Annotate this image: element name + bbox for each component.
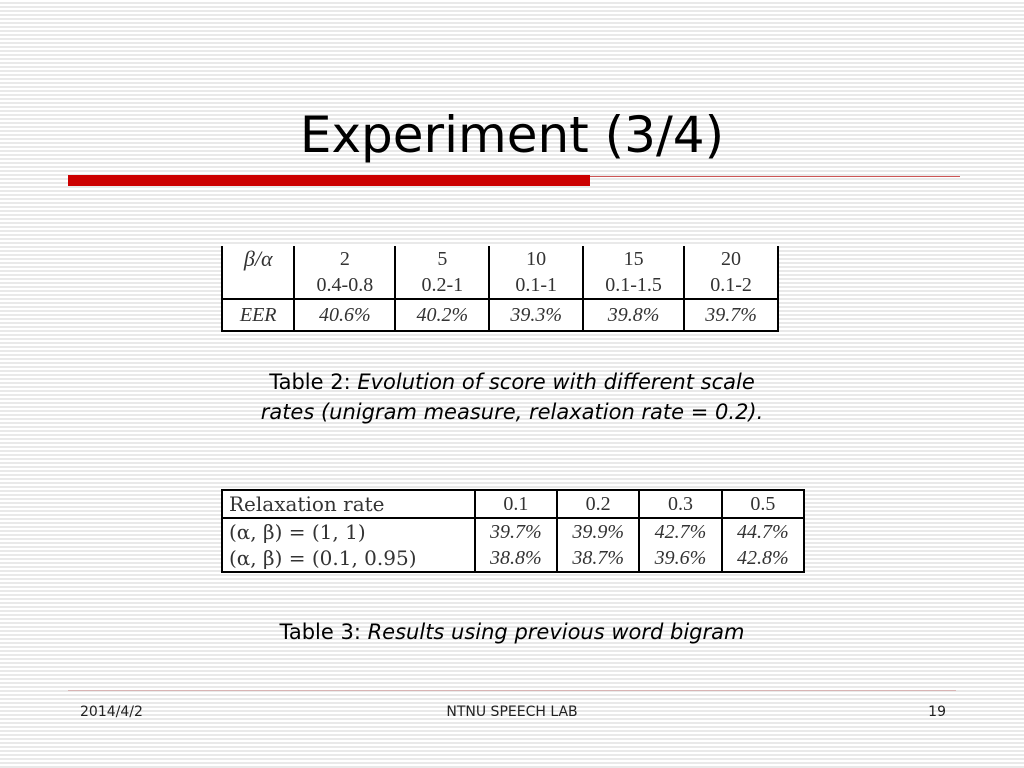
- table-cell: 42.7%: [639, 518, 721, 545]
- footer-date: 2014/4/2: [80, 704, 143, 720]
- caption-prefix: Table 3:: [279, 620, 368, 644]
- caption-text: Results using previous word bigram: [367, 620, 745, 644]
- table-cell: 39.7%: [475, 518, 557, 545]
- table-row: [222, 299, 778, 331]
- table-2: [221, 246, 779, 332]
- table-cell: 40.6%: [294, 299, 395, 331]
- table-header-cell: 0.1-1.5: [583, 272, 684, 299]
- table-row: [222, 518, 804, 545]
- title-underline-bar: [68, 175, 590, 186]
- table-row: [222, 545, 804, 572]
- table-empty-cell: [222, 272, 294, 299]
- table-header-cell: 0.2: [557, 490, 639, 518]
- slide-title: Experiment (3/4): [299, 106, 725, 164]
- table-header-cell: 10: [489, 246, 583, 272]
- table-header-cell: 2: [294, 246, 395, 272]
- table-cell: 39.7%: [684, 299, 778, 331]
- table-header-cell: 5: [395, 246, 489, 272]
- table-row: [222, 246, 778, 272]
- table-cell: 39.6%: [639, 545, 721, 572]
- table-header-cell: 0.3: [639, 490, 721, 518]
- caption-text: rates (unigram measure, relaxation rate = 0.2).: [260, 400, 764, 424]
- table-cell: 38.8%: [475, 545, 557, 572]
- footer-page-number: 19: [928, 704, 946, 720]
- caption-line: [0, 367, 1024, 397]
- caption-text: Evolution of score with different scale: [357, 370, 755, 394]
- table-corner-label: β/α: [222, 246, 294, 272]
- table-row: [222, 272, 778, 299]
- table-header-cell: 0.1: [475, 490, 557, 518]
- table-cell: 44.7%: [722, 518, 804, 545]
- table-header-cell: 0.5: [722, 490, 804, 518]
- table-row-label: (α, β) = (0.1, 0.95): [222, 545, 475, 572]
- table-cell: 39.8%: [583, 299, 684, 331]
- table-cell: 38.7%: [557, 545, 639, 572]
- table-header-label: Relaxation rate: [222, 490, 475, 518]
- table-header-cell: 0.1-1: [489, 272, 583, 299]
- table-row: [222, 490, 804, 518]
- table-3-caption: [0, 617, 1024, 647]
- table-cell: 39.9%: [557, 518, 639, 545]
- table-2-caption: [0, 367, 1024, 427]
- table-cell: 39.3%: [489, 299, 583, 331]
- table-header-cell: 0.2-1: [395, 272, 489, 299]
- table-cell: 42.8%: [722, 545, 804, 572]
- caption-prefix: Table 2:: [269, 370, 358, 394]
- table-3: [221, 489, 805, 573]
- table-row-label: EER: [222, 299, 294, 331]
- table-header-cell: 0.4-0.8: [294, 272, 395, 299]
- title-underline-thin: [590, 176, 960, 177]
- footer-lab-name: NTNU SPEECH LAB: [446, 704, 578, 720]
- table-header-cell: 0.1-2: [684, 272, 778, 299]
- footer-divider: [68, 690, 956, 691]
- table-header-cell: 15: [583, 246, 684, 272]
- table-cell: 40.2%: [395, 299, 489, 331]
- table-header-cell: 20: [684, 246, 778, 272]
- table-row-label: (α, β) = (1, 1): [222, 518, 475, 545]
